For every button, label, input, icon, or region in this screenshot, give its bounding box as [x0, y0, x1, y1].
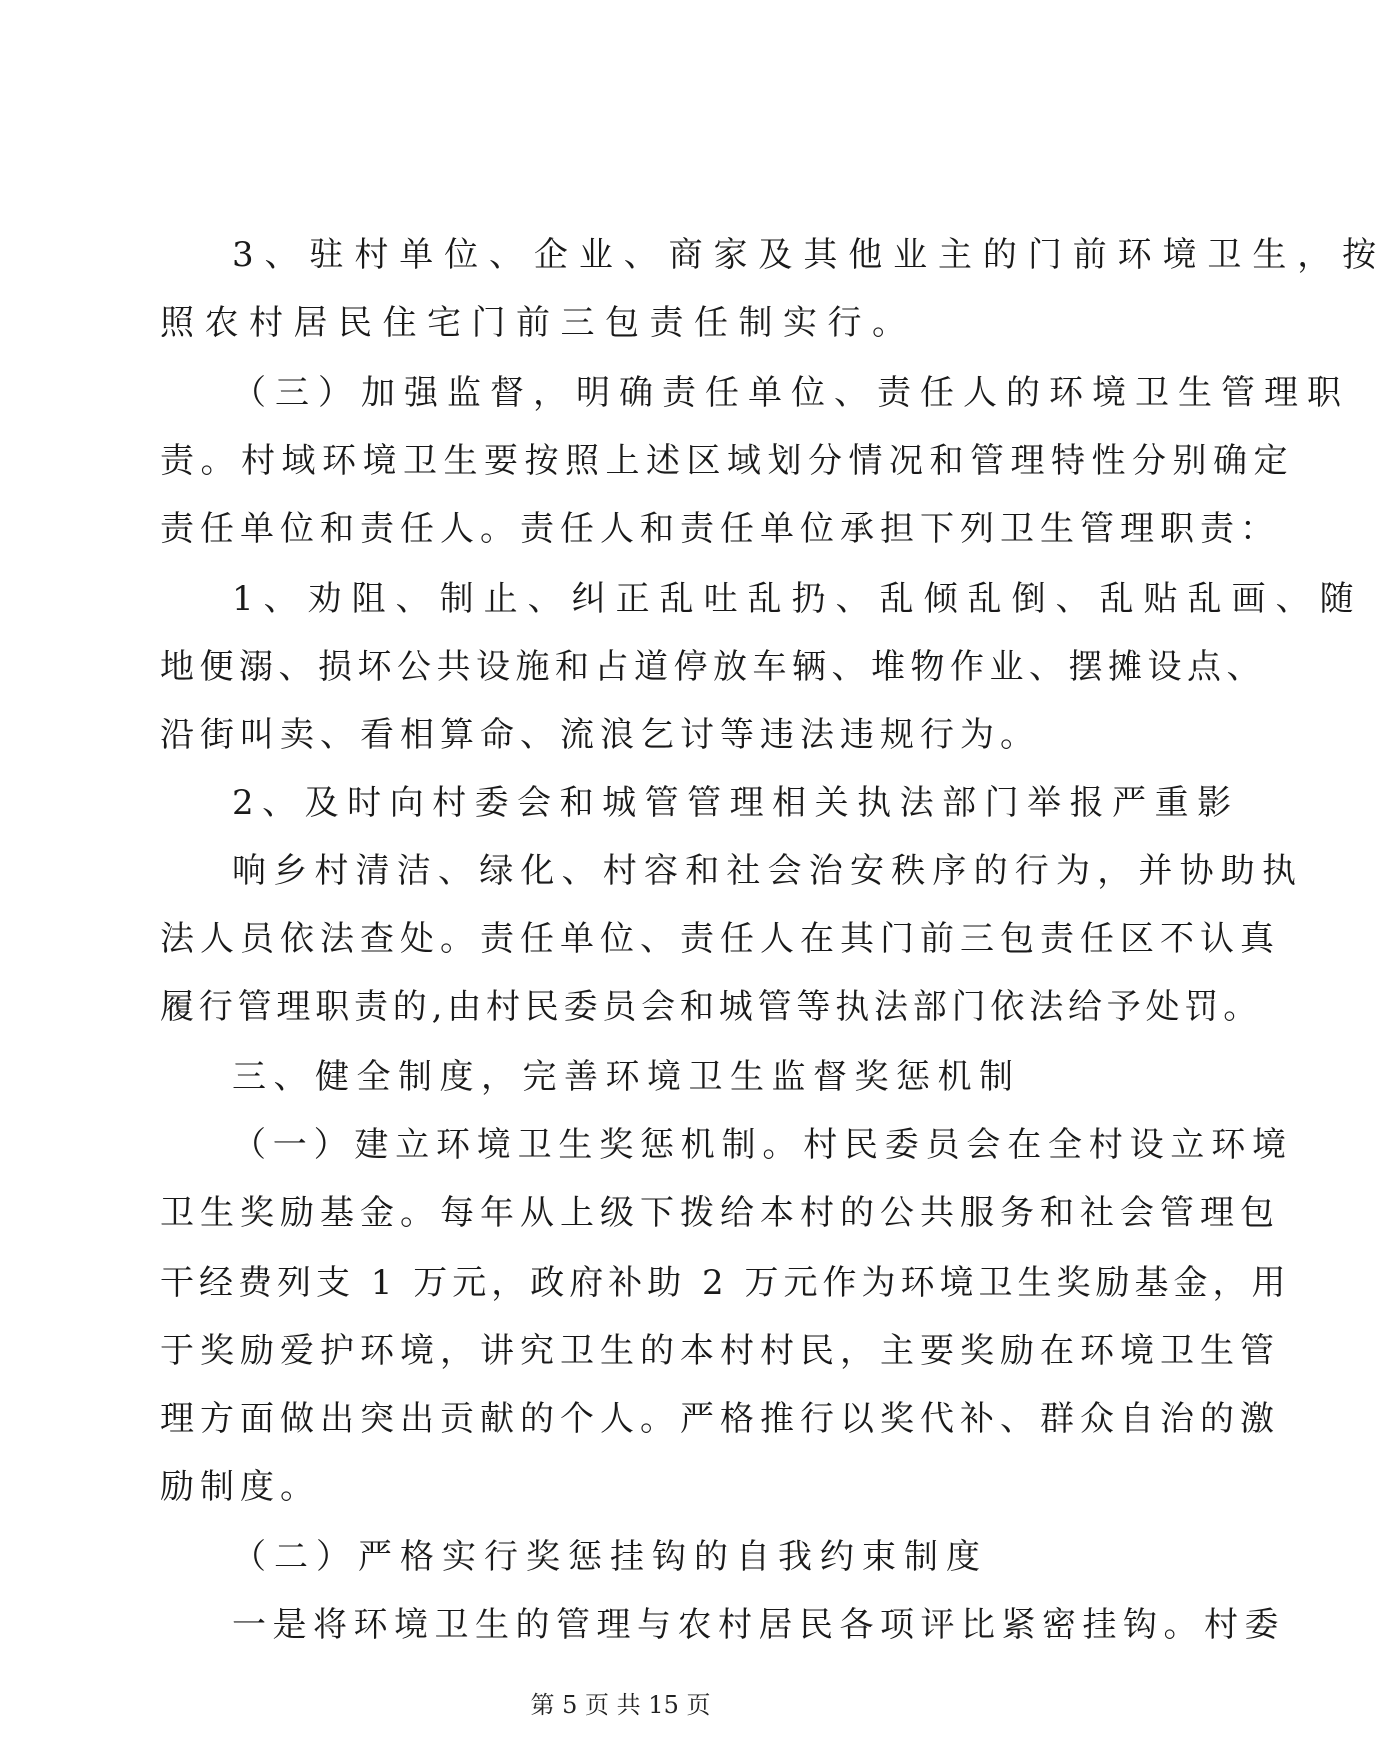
text-line: 响乡村清洁、绿化、村容和社会治安秩序的行为，并协助执 — [232, 851, 1304, 891]
text-line: 理方面做出突出贡献的个人。严格推行以奖代补、群众自治的激 — [160, 1399, 1280, 1439]
text-line: 履行管理职责的,由村民委员会和城管等执法部门依法给予处罚。 — [160, 987, 1263, 1027]
text-line: 责。村域环境卫生要按照上述区域划分情况和管理特性分别确定 — [160, 441, 1294, 481]
text-line: 2、及时向村委会和城管管理相关执法部门举报严重影 — [232, 783, 1240, 823]
text-line: 沿街叫卖、看相算命、流浪乞讨等违法违规行为。 — [160, 715, 1040, 755]
text-line: 地便溺、损坏公共设施和占道停放车辆、堆物作业、摆摊设点、 — [160, 647, 1266, 687]
section-heading: 三、健全制度，完善环境卫生监督奖惩机制 — [232, 1057, 1021, 1097]
page-number-footer: 第 5 页 共 15 页 — [530, 1691, 711, 1719]
text-line: 1、劝阻、制止、纠正乱吐乱扔、乱倾乱倒、乱贴乱画、随 — [232, 579, 1364, 619]
text-line: 一是将环境卫生的管理与农村居民各项评比紧密挂钩。村委 — [232, 1605, 1285, 1645]
text-line: 法人员依法查处。责任单位、责任人在其门前三包责任区不认真 — [160, 919, 1280, 959]
text-line: （三）加强监督，明确责任单位、责任人的环境卫生管理职 — [232, 373, 1350, 413]
text-line: 励制度。 — [160, 1467, 320, 1507]
text-line: 干经费列支 1 万元，政府补助 2 万元作为环境卫生奖励基金，用 — [160, 1263, 1291, 1303]
text-line: 于奖励爱护环境，讲究卫生的本村村民，主要奖励在环境卫生管 — [160, 1331, 1280, 1371]
text-line: 卫生奖励基金。每年从上级下拨给本村的公共服务和社会管理包 — [160, 1193, 1280, 1233]
text-line: 责任单位和责任人。责任人和责任单位承担下列卫生管理职责： — [160, 509, 1280, 549]
text-line: （二）严格实行奖惩挂钩的自我约束制度 — [232, 1537, 988, 1577]
text-line: 3、驻村单位、企业、商家及其他业主的门前环境卫生，按 — [232, 235, 1387, 275]
text-line: （一）建立环境卫生奖惩机制。村民委员会在全村设立环境 — [232, 1125, 1293, 1165]
text-line: 照农村居民住宅门前三包责任制实行。 — [160, 303, 917, 343]
